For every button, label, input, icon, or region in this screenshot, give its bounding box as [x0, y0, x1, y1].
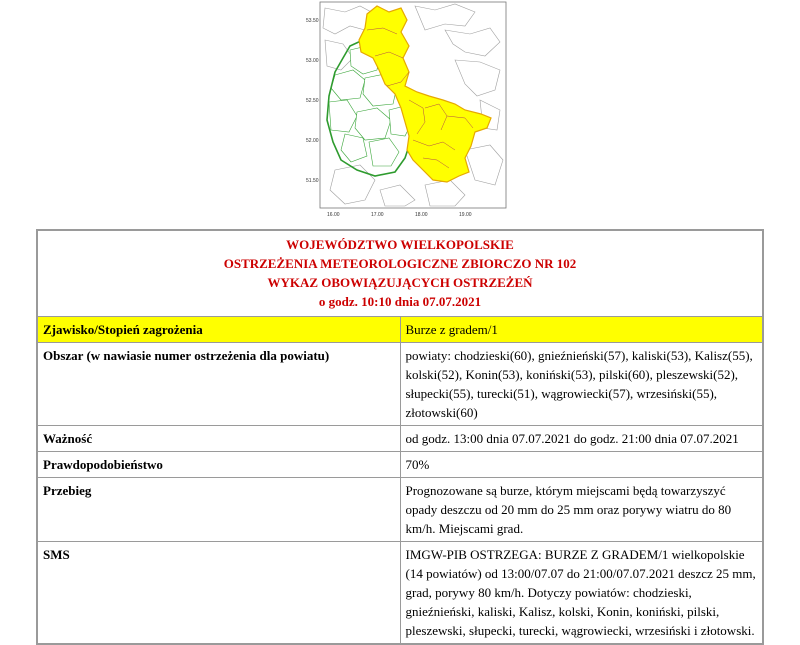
- area-label: Obszar (w nawiasie numer ostrzeżenia dla powiatu): [37, 343, 400, 426]
- lat-label: 52.00: [306, 138, 319, 144]
- header-issue-time: o godz. 10:10 dnia 07.07.2021: [318, 294, 482, 309]
- warning-map: [305, 0, 509, 222]
- sms-value: IMGW-PIB OSTRZEGA: BURZE Z GRADEM/1 wielkopolskie (14 powiatów) od 13:00/07.07 do 21:00/07.07.2021 deszcz 25 mm, grad, porywy 80 km/h. Dotyczy powiatów: chodzieski, gnieźnieński, kaliski, Kalisz, kolski, Konin, koniński, pilski, pleszewski, słupecki, turecki, wągrowiecki, wrzesiński i złotowski.: [400, 542, 763, 645]
- probability-label: Prawdopodobieństwo: [37, 452, 400, 478]
- course-label: Przebieg: [37, 478, 400, 542]
- header-warning-number: OSTRZEŻENIA METEOROLOGICZNE ZBIORCZO NR 102: [223, 256, 577, 271]
- warning-table: [36, 229, 764, 645]
- validity-value: od godz. 13:00 dnia 07.07.2021 do godz. 21:00 dnia 07.07.2021: [400, 426, 763, 452]
- lat-label: 51.50: [306, 178, 319, 184]
- warning-map-svg: [305, 0, 509, 222]
- header-list-title: WYKAZ OBOWIĄZUJĄCYCH OSTRZEŻEŃ: [267, 275, 533, 290]
- lat-label: 52.50: [306, 98, 319, 104]
- phenomenon-label: Zjawisko/Stopień zagrożenia: [37, 317, 400, 343]
- validity-label: Ważność: [37, 426, 400, 452]
- course-row: [37, 478, 763, 542]
- lon-label: 16.00: [327, 212, 340, 218]
- sms-label: SMS: [37, 542, 400, 645]
- header-voivodeship: WOJEWÓDZTWO WIELKOPOLSKIE: [286, 237, 514, 252]
- area-value: powiaty: chodzieski(60), gnieźnieński(57), kaliski(53), Kalisz(55), kolski(52), Konin(53), koniński(53), pilski(60), pleszewski(52), słupecki(55), turecki(51), wągrowiecki(57), wrzesiński(55), złotowski(60): [400, 343, 763, 426]
- validity-row: [37, 426, 763, 452]
- lon-label: 19.00: [459, 212, 472, 218]
- area-row: [37, 343, 763, 426]
- course-value: Prognozowane są burze, którym miejscami będą towarzyszyć opady deszczu od 20 mm do 25 mm oraz porywy wiatru do 80 km/h. Miejscami grad.: [400, 478, 763, 542]
- lat-label: 53.50: [306, 18, 319, 24]
- lat-label: 53.00: [306, 58, 319, 64]
- lon-label: 17.00: [371, 212, 384, 218]
- lon-label: 18.00: [415, 212, 428, 218]
- lon-labels: [327, 212, 472, 218]
- phenomenon-value: Burze z gradem/1: [400, 317, 763, 343]
- lat-labels: [306, 18, 319, 184]
- probability-value: 70%: [400, 452, 763, 478]
- probability-row: [37, 452, 763, 478]
- phenomenon-row: [37, 317, 763, 343]
- sms-row: [37, 542, 763, 645]
- header-row: [37, 230, 763, 317]
- warning-header: [37, 230, 763, 317]
